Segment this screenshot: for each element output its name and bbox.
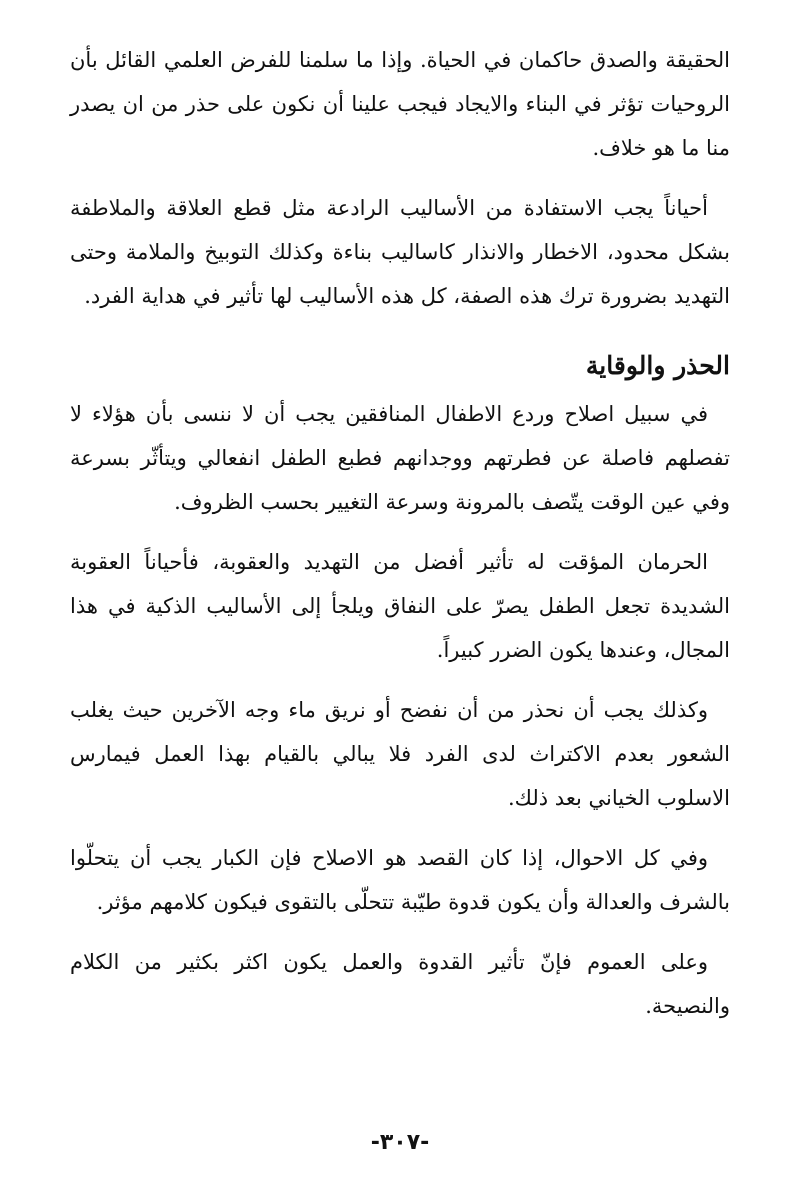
page-number: -٣٠٧- bbox=[370, 1130, 430, 1155]
page-body bbox=[70, 38, 730, 1044]
paragraph-reform-children: في سبيل اصلاح وردع الاطفال المنافقين يجب أن لا ننسى بأن هؤلاء لا تفصلهم فاصلة عن فطرتهم ووجدانهم فطبع الطفل انفعالي ويتأثّر بسرعة وفي عين الوقت يتّصف بالمرونة وسرعة التغيير بحسب الظروف. bbox=[70, 402, 730, 514]
paragraph-avoid-exposure: وكذلك يجب أن نحذر من أن نفضح أو نريق ماء وجه الآخرين حيث يغلب الشعور بعدم الاكتراث لدى الفرد فلا يبالي بالقيام بهذا العمل فيمارس الاسلوب الخياني بعد ذلك. bbox=[70, 698, 730, 810]
paragraph-deterrent-methods: أحياناً يجب الاستفادة من الأساليب الرادعة مثل قطع العلاقة والملاطفة بشكل محدود، الاخطار والانذار كاساليب بناءة وكذلك التوبيخ والملامة وحتى التهديد بضرورة ترك هذه الصفة، كل هذه الأساليب لها تأثير في هداية الفرد. bbox=[70, 196, 730, 308]
paragraph-continuation: الحقيقة والصدق حاكمان في الحياة. وإذا ما سلمنا للفرض العلمي القائل بأن الروحيات تؤثر في البناء والايجاد فيجب علينا أن نكون على حذر من ان يصدر منا ما هو خلاف. bbox=[70, 48, 730, 160]
paragraph-conclusion: وعلى العموم فإنّ تأثير القدوة والعمل يكون اكثر بكثير من الكلام والنصيحة. bbox=[70, 950, 730, 1018]
paragraph-temporary-deprivation: الحرمان المؤقت له تأثير أفضل من التهديد والعقوبة، فأحياناً العقوبة الشديدة تجعل الطفل يصرّ على النفاق ويلجأ إلى الأساليب الذكية في هذا المجال، وعندها يكون الضرر كبيراً. bbox=[70, 550, 730, 662]
section-heading: الحذر والوقاية bbox=[585, 351, 730, 380]
paragraph-role-models: وفي كل الاحوال، إذا كان القصد هو الاصلاح فإن الكبار يجب أن يتحلّوا بالشرف والعدالة وأن يكون قدوة طيّبة تتحلّى بالتقوى فيكون كلامهم مؤثر. bbox=[70, 846, 730, 914]
